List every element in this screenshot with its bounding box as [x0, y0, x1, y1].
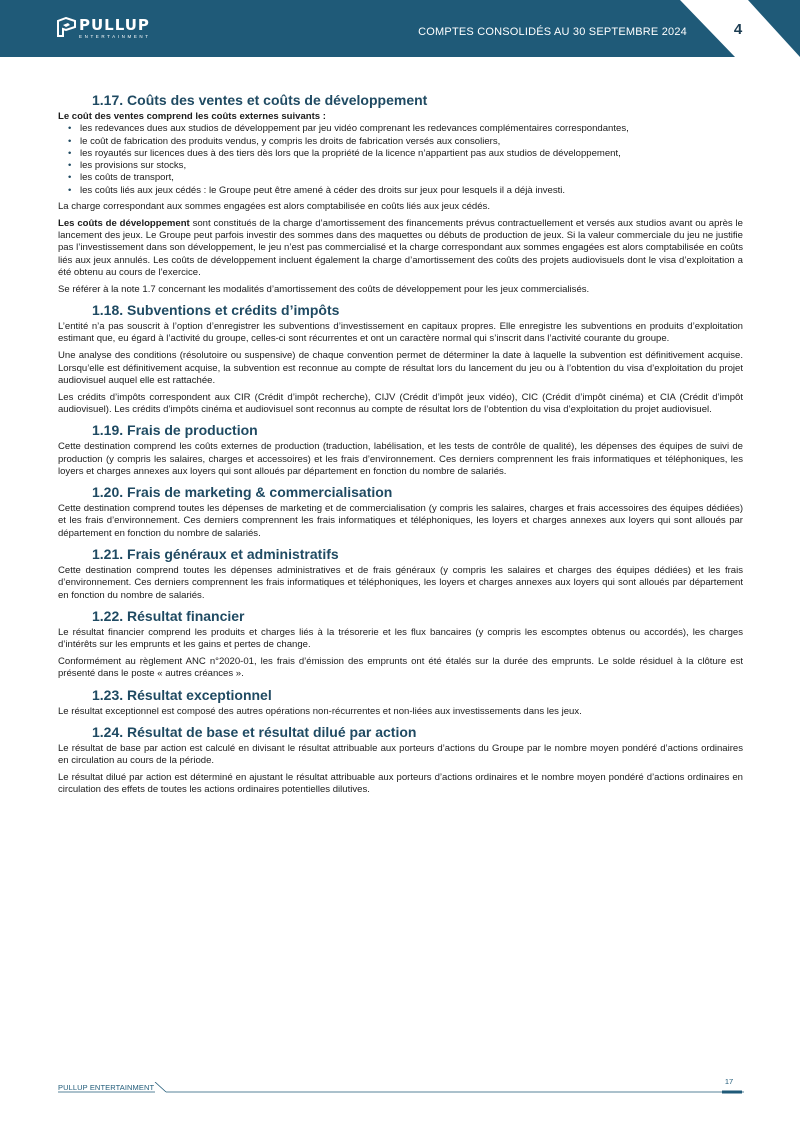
chapter-number: 4	[733, 21, 743, 38]
list-item-text: les coûts de transport,	[80, 172, 174, 184]
paragraph: Cette destination comprend toutes les dépenses administratives et de frais généraux (y compris les salaires et charges des équipes dédiées) et les frais d’environnement. Ces derniers comprennent les frais informatiques et téléphoniques, les loyers et charges annexes aux loyers qui sont alloués par département en fonction du nombre de salariés.	[58, 565, 743, 601]
section-1-21	[58, 546, 743, 602]
company-logo	[57, 17, 151, 41]
logo-wordmark: PULLUP	[79, 16, 150, 34]
section-1-24	[58, 724, 743, 797]
paragraph: Les crédits d’impôts correspondent aux CIR (Crédit d’impôt recherche), CIJV (Crédit d’impôt jeux vidéo), CIC (Crédit d’impôt cinéma) et CIA (Crédit d’impôt audiovisuel). Les crédits d’impôts cinéma et audiovisuel sont reconnus au compte de résultat lors de l’obtention du visa d’exploitation du projet audiovisuel.	[58, 391, 743, 415]
list-item	[58, 172, 743, 184]
bullet-icon: •	[68, 172, 72, 184]
paragraph: Se référer à la note 1.7 concernant les modalités d’amortissement des coûts de développement pour les jeux commercialisés.	[58, 283, 590, 295]
list-item	[58, 136, 743, 148]
list-item-text: le coût de fabrication des produits vendus, y compris les droits de fabrication versés aux consoliers,	[80, 135, 501, 147]
paragraph-text: sont constitués de la charge d’amortissement des financements prévus contractuellement et versés aux studios avant ou après le lancement des jeux. Le Groupe peut parfois investir des sommes dans des maquettes ou débuts de production de jeux. Si la valeur commerciale du jeu ne justifie pas l’investissement dans son développement, le jeu n’est pas commercialisé et la charge correspondant aux sommes engagées est alors comptabilisée en coûts liés aux jeux annulés. Les coûts de développement incluent également la charge d’amortissement des coûts des projets audiovisuels dont le visa d’exploitation a été obtenu au cours de l’exercice.	[58, 217, 743, 279]
section-heading: 1.24. Résultat de base et résultat dilué par action	[92, 723, 417, 740]
bullet-icon: •	[68, 135, 72, 147]
list-item	[58, 123, 743, 135]
paragraph: Le résultat exceptionnel est composé des autres opérations non-récurrentes et non-liées aux investissements dans les jeux.	[58, 705, 582, 717]
list-item-text: les coûts liés aux jeux cédés : le Groupe peut être amené à céder des droits sur jeux pour lesquels il a déjà investi.	[80, 184, 566, 196]
section-1-17	[58, 92, 743, 296]
section-1-20	[58, 484, 743, 540]
bullet-icon: •	[68, 160, 72, 172]
list-item-text: les royautés sur licences dues à des tiers dès lors que la propriété de la licence n’appartient pas aux studios de développement,	[80, 147, 621, 159]
paragraph: Une analyse des conditions (résolutoire ou suspensive) de chaque convention permet de déterminer la date à laquelle la subvention est définitivement acquise. Lorsqu’elle est définitivement acquise, la subvention est reconnue au compte de résultat lors du lancement du jeu ou à l’obtention du visa d’exploitation du projet audiovisuel auquel elle est rattachée.	[58, 350, 743, 386]
section-heading: 1.17. Coûts des ventes et coûts de développement	[92, 92, 428, 108]
logo-subtitle: ENTERTAINMENT	[79, 34, 151, 39]
section-heading: 1.23. Résultat exceptionnel	[92, 686, 272, 703]
section-1-23	[58, 687, 743, 718]
paragraph: Le résultat dilué par action est déterminé en ajustant le résultat attribuable aux porteurs d’actions ordinaires et le nombre moyen pondéré d’actions ordinaires en circulation des effets de toutes les actions ordinaires potentielles dilutives.	[58, 771, 743, 796]
list-item-text: les redevances dues aux studios de développement par jeu vidéo comprenant les redevances complémentaires correspondantes,	[80, 123, 629, 135]
paragraph: Cette destination comprend toutes les dépenses de marketing et de commercialisation (y compris les salaires, charges et frais accessoires des équipes dédiées) et les frais d’environnement. Ces derniers comprennent les frais informatiques et téléphoniques, les loyers et charges annexes aux loyers qui sont alloués par département en fonction du nombre de salariés.	[58, 503, 743, 539]
paragraph	[58, 218, 743, 279]
bold-term: Les coûts de développement	[58, 217, 190, 229]
bullet-icon: •	[68, 123, 72, 135]
section-1-18	[58, 302, 743, 416]
footer-company-name: PULLUP ENTERTAINMENT	[58, 1083, 155, 1092]
footer-rule	[58, 1082, 744, 1096]
section-lead: Le coût des ventes comprend les coûts externes suivants :	[58, 111, 326, 122]
paragraph: Le résultat de base par action est calculé en divisant le résultat attribuable aux porteurs d’actions du Groupe par le nombre moyen pondéré d’actions ordinaires en circulation au cours de la période.	[58, 742, 743, 767]
section-heading: 1.22. Résultat financier	[92, 607, 245, 624]
section-1-22	[58, 608, 743, 681]
document-body	[58, 92, 743, 801]
paragraph: Conformément au règlement ANC n°2020-01, les frais d’émission des emprunts ont été étalés sur la durée des emprunts. Le solde résiduel à la clôture est présenté dans le poste « autres créances ».	[58, 656, 743, 680]
page-number: 17	[724, 1077, 734, 1086]
section-heading: 1.19. Frais de production	[92, 422, 258, 439]
bullet-icon: •	[68, 147, 72, 159]
list-item	[58, 160, 743, 172]
section-1-19	[58, 422, 743, 478]
section-heading: 1.20. Frais de marketing & commercialisation	[92, 484, 393, 501]
paragraph: L’entité n’a pas souscrit à l’option d’enregistrer les subventions d’investissement en capitaux propres. Elle enregistre les subventions en produits d’exploitation estimant que, eu égard à l’activité du groupe, celles-ci sont récurrentes et ont un caractère normal qui s’inscrit dans l’activité courante du groupe.	[58, 321, 743, 345]
list-item	[58, 185, 743, 197]
bullet-list	[58, 123, 743, 197]
list-item	[58, 148, 743, 160]
paragraph: Le résultat financier comprend les produits et charges liés à la trésorerie et les flux bancaires (y compris les escomptes obtenus ou accordés), les charges d’intérêts sur les emprunts et les gains et pertes de change.	[58, 626, 743, 651]
paragraph: Cette destination comprend les coûts externes de production (traduction, labélisation, et les tests de contrôle de qualité), les dépenses des équipes de suivi de production (y compris les salaires, charges et accessoires) et les frais d’environnement. Ces derniers comprennent les frais informatiques et téléphoniques, les loyers et charges annexes aux loyers qui sont alloués par département en fonction du nombre de salariés.	[58, 441, 743, 477]
section-heading: 1.21. Frais généraux et administratifs	[92, 546, 339, 563]
list-item-text: les provisions sur stocks,	[80, 160, 187, 172]
page-header	[0, 0, 800, 57]
section-heading: 1.18. Subventions et crédits d’impôts	[92, 302, 340, 319]
paragraph: La charge correspondant aux sommes engagées est alors comptabilisée en coûts liés aux jeux cédés.	[58, 201, 490, 213]
pullup-logo-mark-icon	[57, 17, 76, 37]
document-title: COMPTES CONSOLIDÉS AU 30 SEPTEMBRE 2024	[418, 26, 687, 38]
bullet-icon: •	[68, 184, 72, 196]
